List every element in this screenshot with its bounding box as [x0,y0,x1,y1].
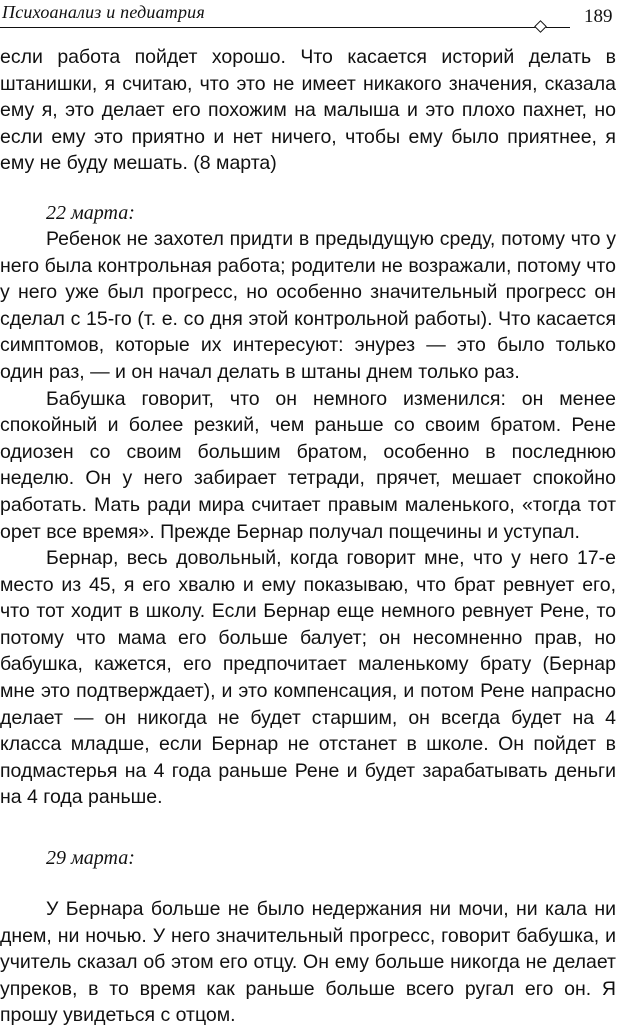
rule-ornament-diamond-icon [534,20,547,33]
paragraph-continued: если работа пойдет хорошо. Что касается историй делать в штанишки, я считаю, что это не имеет никакого значения, сказала ему я, это делает его похожим на малыша и это плохо пахнет, но если ему это приятно и нет ничего, чтобы ему было приятнее, я ему не буду мешать. (8 марта) [0,46,616,175]
body-text [0,44,616,1029]
paragraph-march-22-c: Бернар, весь довольный, когда говорит мне, что у него 17-е место из 45, я его хвалю и ему показываю, что брат ревнует его, что тот ходит в школу. Если Бернар еще немного ревнует Рене, то потому что мама его больше балует; он несомненно прав, но бабушка, кажется, его предпочитает маленькому брату (Бернар мне это подтверждает), и это компенсация, и потом Рене напрасно делает — он никогда не будет старшим, он всегда будет на 4 класса младше, если Бернар не отстанет в школе. Он пойдет в подмастерья на 4 года раньше Рене и будет зарабатывать деньги на 4 года раньше. [0,547,616,809]
date-heading-march-22: 22 марта: [46,201,135,224]
date-heading-march-29: 29 марта: [46,847,135,870]
running-head-title: Психоанализ и педиатрия [2,2,205,22]
running-head-rule-tail [546,27,570,28]
paragraph-march-22-a: Ребенок не захотел придти в предыдущую среду, потому что у него была контрольная работа; родители не возражали, потому что у него уже был прогресс, но особенно значительный прогресс он сделал с 15-го (т. е. со дня этой контрольной работы). Что касается симптомов, которые их интересуют: энурез — это было только один раз, — и он начал делать в штаны днем только раз. [0,227,616,383]
running-head-rule [0,27,536,28]
paragraph-march-22-b: Бабушка говорит, что он немного изменился: он менее спокойный и более резкий, чем раньше со своим братом. Рене одиозен со своим большим братом, особенно в последнюю неделю. Он у него забирает тетради, прячет, мешает спокойно работать. Мать ради мира считает правым маленького, «тогда тот орет все время». Прежде Бернар получал пощечины и уступал. [0,387,616,543]
page-number: 189 [584,6,613,27]
paragraph-march-29: У Бернара больше не было недержания ни мочи, ни кала ни днем, ни ночью. У него значительный прогресс, говорит бабушка, и учитель сказал об этом его отцу. Он ему больше никогда не делает упреков, в то время как раньше больше всего ругал его он. Я прошу увидеться с отцом. [0,898,616,1027]
running-head [0,2,620,32]
